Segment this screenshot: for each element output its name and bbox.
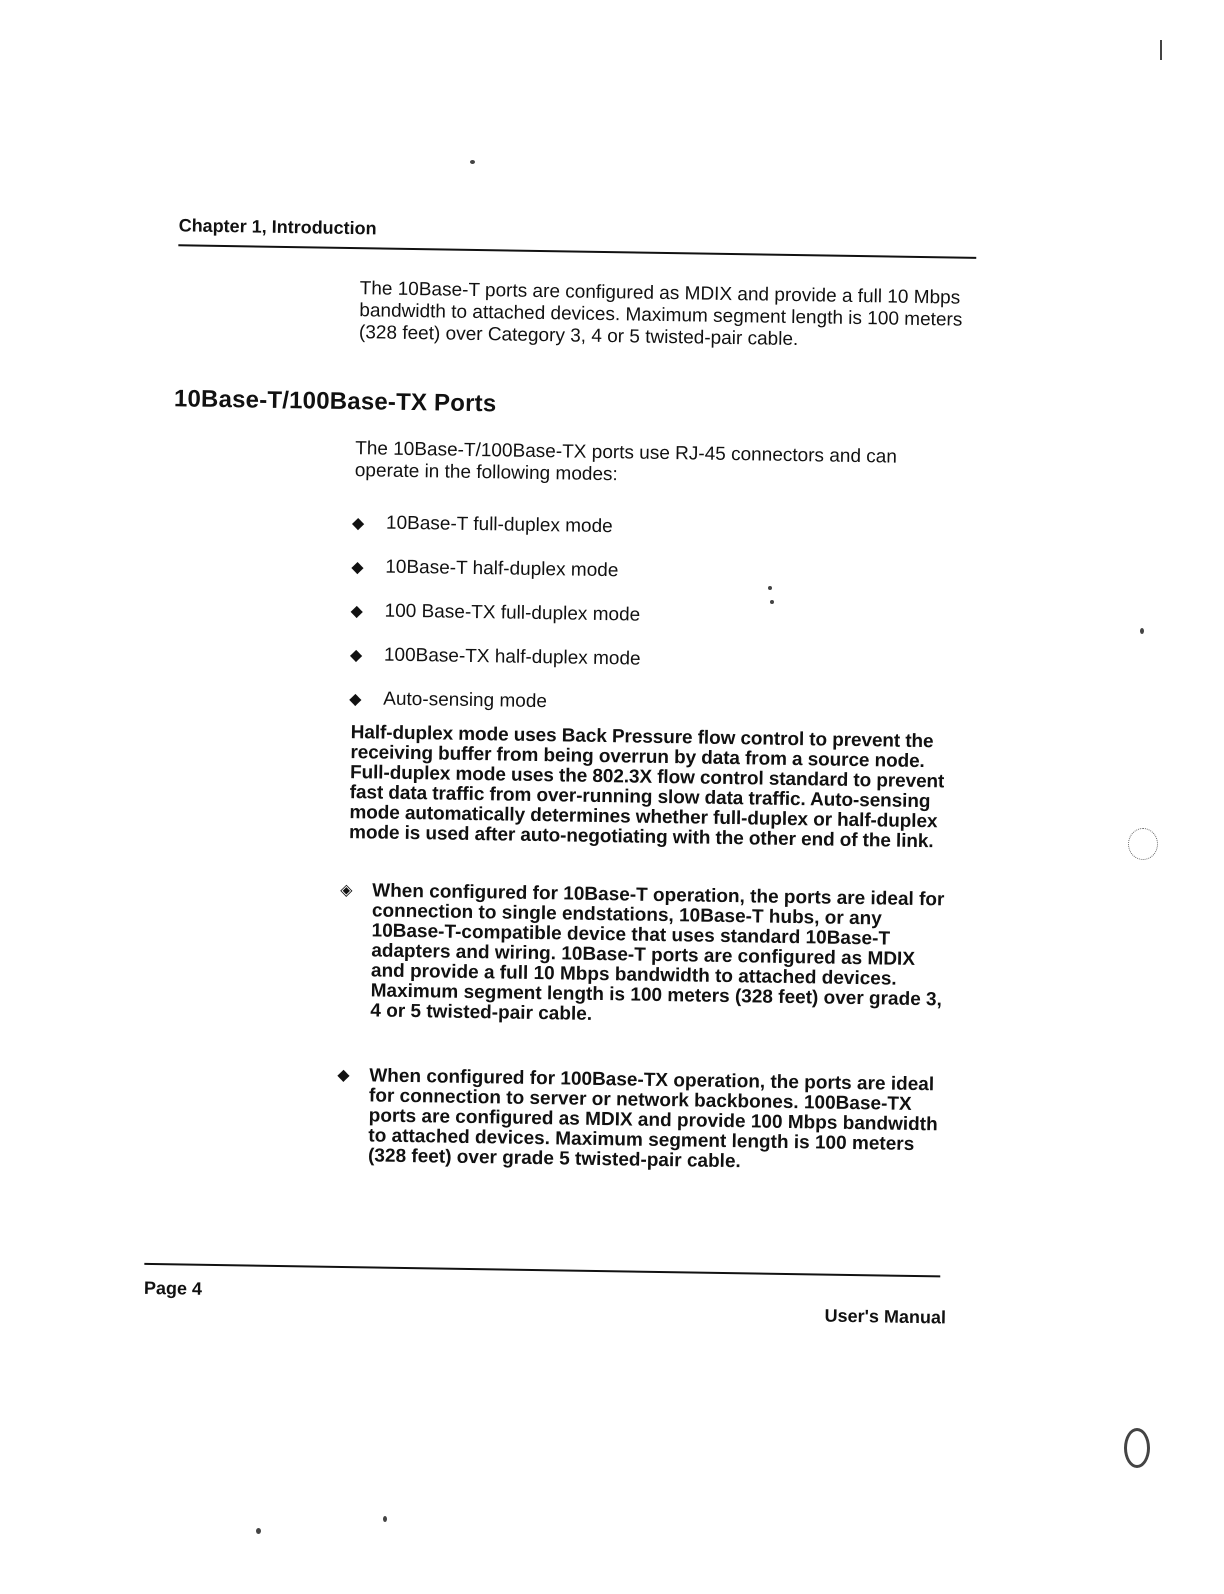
speck — [1140, 628, 1144, 634]
note-10base-t — [338, 881, 950, 1031]
speck — [1128, 828, 1158, 860]
list-item — [352, 501, 773, 552]
diamond-bullet-icon: ◆ — [337, 1066, 350, 1085]
list-item — [350, 633, 771, 684]
speck — [383, 1516, 387, 1522]
diamond-bullet-icon: ◆ — [350, 603, 364, 621]
diamond-bullet-icon: ◆ — [349, 691, 362, 709]
section-title: 10Base-T/100Base-TX Ports — [173, 385, 497, 418]
speck — [1160, 40, 1162, 60]
speck — [1124, 1428, 1150, 1468]
diamond-bullet-icon: ◆ — [351, 559, 364, 577]
modes-list — [349, 501, 772, 728]
mode-label: 100 Base-TX full-duplex mode — [384, 600, 641, 626]
speck — [770, 600, 774, 604]
speck — [256, 1528, 261, 1534]
diamond-bullet-icon: ◆ — [349, 647, 363, 665]
speck — [768, 586, 772, 590]
mode-label: 10Base-T half-duplex mode — [385, 556, 619, 582]
mode-label: Auto-sensing mode — [383, 688, 548, 713]
list-item — [350, 589, 771, 640]
intro-paragraph: The 10Base-T ports are configured as MDIX and provide a full 10 Mbps bandwidth to attached devices. Maximum segment length is 100 meters (328 feet) over Category 3, 4 or 5 twisted-pair cable. — [358, 278, 963, 351]
speck — [470, 160, 475, 164]
list-item — [351, 545, 772, 596]
note-text: When configured for 100Base-TX operation, the ports are ideal for connection to server or network backbones. 100Base-TX ports are configured as MDIX and provide 100 Mbps bandwidth to attached devices. Maximum segment length is 100 meters (328 feet) over grade 5 twisted-pair cable. — [367, 1065, 938, 1173]
section-lead-paragraph: The 10Base-T/100Base-TX ports use RJ-45 connectors and can operate in the following modes: — [354, 438, 898, 486]
duplex-paragraph: Half-duplex mode uses Back Pressure flow control to prevent the receiving buffer from being overrun by data from a source node. Full-duplex mode uses the 802.3X flow control standard to prevent fast data traffic from over-running slow data traffic. Auto-sensing mode automatically determines whether full-duplex or half-duplex mode is used after auto-negotiating with the other end of the link. — [348, 722, 945, 853]
list-item — [349, 677, 770, 728]
page-number: Page 4 — [143, 1277, 203, 1299]
chapter-header: Chapter 1, Introduction — [178, 215, 377, 239]
diamond-bullet-icon: ◆ — [351, 515, 365, 533]
note-text: When configured for 10Base-T operation, the ports are ideal for connection to single endstations, 10Base-T hubs, or any 10Base-T-compatible device that uses standard 10Base-T adapters and wiring. 10Base-T ports are configured as MDIX and provide a full 10 Mbps bandwidth to attached devices. Maximum segment length is 100 meters (328 feet) over grade 3, 4 or 5 twisted-pair cable. — [370, 880, 945, 1025]
note-100base-tx — [336, 1066, 947, 1176]
mode-label: 100Base-TX half-duplex mode — [383, 644, 641, 670]
manual-title: User's Manual — [824, 1305, 947, 1328]
footer-rule — [144, 1263, 940, 1278]
diamond-bullet-icon: ◈ — [340, 881, 353, 900]
header-rule — [178, 244, 976, 259]
mode-label: 10Base-T full-duplex mode — [385, 512, 613, 538]
